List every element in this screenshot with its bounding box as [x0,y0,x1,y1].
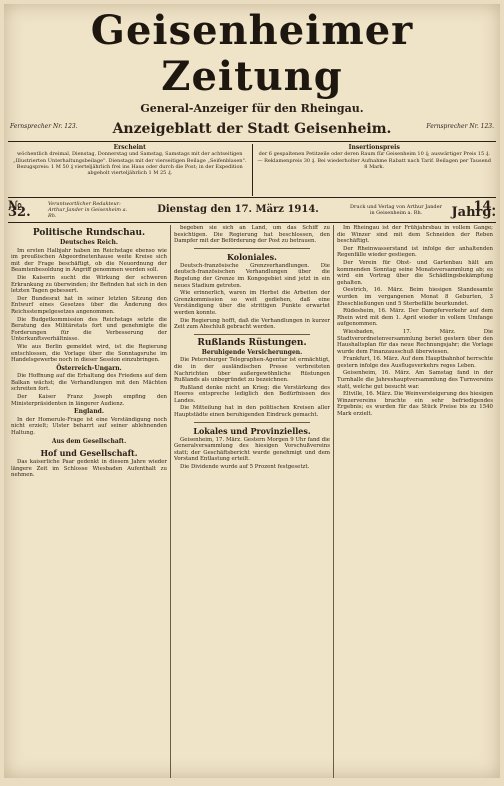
article-paragraph: Die Petersburger Telegraphen-Agentur ist ermächtigt, die in der ausländischen Presse verbreiteten Nachrichten über außergewöhnliche Rüstungen Rußlands als unbegründet zu bezeichnen. [174,357,330,384]
article-paragraph: Der Bundesrat hat in seiner letzten Sitzung den Entwurf eines Gesetzes über die Änderung des Reichsstempelgesetzes angenommen. [11,295,167,315]
phone-left: Fernsprecher Nr. 123. [10,123,78,130]
column-1 [8,225,170,778]
article-paragraph: begeben sie sich an Land, um das Schiff zu besichtigen. Die Regierung hat beschlossen, den Dampfer mit der Beförderung der Post zu betrauen. [174,225,330,245]
heading-politische-rundschau: Politische Rundschau. [32,228,146,238]
info-box-publication-heading: Erscheint [113,144,146,151]
subheading-beruhigende: Beruhigende Versicherungen. [201,348,303,356]
column-separator [194,334,310,335]
article-paragraph: Die Regierung hofft, daß die Verhandlungen in kurzer Zeit zum Abschluß gebracht werden. [174,317,330,331]
column-3 [333,225,496,778]
column-2 [170,225,333,778]
printer-credit: Druck und Verlag von Arthur Jander in Geisenheim a. Rh. [350,204,442,216]
article-paragraph: Der Rheinwasserstand ist infolge der anhaltenden Regenfälle wieder gestiegen. [337,245,493,259]
article-columns [8,225,496,778]
subheading-oesterreich: Österreich-Ungarn. [56,364,122,372]
article-paragraph: Der Verein für Obst- und Gartenbau hält am kommenden Sonntag seine Monatsversammlung ab; es wird ein Vortrag über die Schädlingsbekämpfung gehalten. [337,259,493,286]
info-box-publication [8,144,252,196]
heading-lokales: Lokales und Provinzielles. [193,425,311,436]
subheading-gesellschaft: Aus dem Gesellschaft. [51,437,127,445]
issue-number: № 32. [8,199,31,220]
subtitle-row [4,102,500,120]
column-separator [194,422,310,423]
issue-year: 14. Jahrg. [451,199,496,220]
article-paragraph: Wie erinnerlich, waren im Herbst die Arbeiten der Grenzkommission so weit gediehen, daß eine Verständigung über die strittigen Punkte erwartet werden konnte. [174,290,330,316]
heading-koloniales: Koloniales. [227,251,277,262]
article-paragraph: Im ersten Halbjahr haben im Reichstage ebenso wie im preußischen Abgeordnetenhause weite Kreise sich mit der Frage beschäftigt, ob die Neuordnung der Beamtenbesoldung in Angriff genommen werden soll. [11,247,167,274]
phone-right: Fernsprecher Nr. 123. [426,123,494,130]
subtitle-row-2 [4,121,500,139]
article-paragraph: In der Homerule-Frage ist eine Verständigung noch nicht erzielt; Ulster beharrt auf seiner ablehnenden Haltung. [11,416,167,437]
info-box-insertion-heading: Insertionspreis [348,144,400,151]
dateline [8,197,496,223]
article-paragraph: Oestrich, 16. März. Beim hiesigen Standesamte wurden im vergangenen Monat 8 Geburten, 3 Eheschließungen und 5 Sterbefälle beurkundet. [337,287,493,307]
heading-russlands-ruestungen: Rußlands Rüstungen. [197,337,307,348]
article-paragraph: Deutsch-französische Grenzverhandlungen. Die deutsch-französischen Verhandlungen über die Regelung der Grenze im Kongogebiet sind jetzt in ein neues Stadium getreten. [174,262,330,289]
article-paragraph: Geisenheim, 16. März. Am Samstag fand in der Turnhalle die Jahreshauptversammlung des Turnvereins statt, welche gut besucht war. [337,370,493,390]
editor-credit: Verantwortlicher Redakteur: Arthur Jander in Geisenheim a. Rh. [48,201,128,219]
article-paragraph: Frankfurt, 16. März. Auf dem Hauptbahnhof herrschte gestern infolge des Ausflugsverkehrs reges Leben. [337,356,493,369]
subtitle-general-anzeiger: General-Anzeiger für den Rheingau. [140,102,364,115]
masthead-rule [8,141,496,142]
article-paragraph: Rußland denke nicht an Krieg; die Verstärkung des Heeres entspreche lediglich den Bedürfnissen des Landes. [174,384,330,404]
column-separator [194,248,310,249]
subheading-england: England. [74,408,104,416]
issue-date: Dienstag den 17. März 1914. [157,204,319,215]
article-paragraph: Wie aus Berlin gemeldet wird, ist die Regierung entschlossen, die Vorlage über die Sonntagsruhe im Handelsgewerbe noch in dieser Session einzubringen. [11,343,167,364]
article-paragraph: Eltville, 16. März. Die Weinversteigerung des hiesigen Winzervereins brachte ein sehr befriedigendes Ergebnis; es wurden für das Stück Preise bis zu 1540 Mark erzielt. [337,391,493,418]
info-box-insertion-text: der 6 gespaltenen Petitzeile oder deren Raum für Geisenheim 10 ₰; auswärtiger Preis 15 ₰. — Reklamenpreis 30 ₰. Bei wiederholter Aufnahme Rabatt nach Tarif. Beilagen per Tausend 8 Mark. [257,151,491,170]
subtitle-anzeigeblatt: Anzeigeblatt der Stadt Geisenheim. [112,121,392,137]
article-paragraph: Wiesbaden, 17. März. Die Stadtverordnetenversammlung beriet gestern über den Haushaltsplan für das neue Rechnungsjahr; die Vorlage wurde dem Finanzausschuß überwiesen. [337,328,493,355]
info-box-insertion [252,144,497,196]
subheading-deutsches-reich: Deutsches Reich. [59,239,119,246]
article-paragraph: Die Hoffnung auf die Erhaltung des Friedens auf dem Balkan wächst; die Verhandlungen mit den Mächten schreiten fort. [11,373,167,393]
article-paragraph: Geisenheim, 17. März. Gestern Morgen 9 Uhr fand die Generalversammlung des hiesigen Vorschußvereins statt; der Geschäftsbericht wurde genehmigt und dem Vorstand Entlastung erteilt. [174,436,330,463]
article-paragraph: Die Dividende wurde auf 5 Prozent festgesetzt. [180,464,310,471]
article-paragraph: Der Kaiser Franz Joseph empfing den Ministerpräsidenten in längerer Audienz. [11,394,167,407]
newspaper-page [4,4,500,778]
article-paragraph: Im Rheingau ist der Frühjahrsbau in vollem Gange; die Winzer sind mit dem Schneiden der Reben beschäftigt. [337,225,493,245]
masthead-title: Geisenheimer Zeitung [90,7,414,100]
article-paragraph: Rüdesheim, 16. März. Der Dampferverkehr auf dem Rhein wird mit dem 1. April wieder in vollem Umfange aufgenommen. [337,308,493,328]
article-paragraph: Die Kaiserin sucht die Wirkung der schweren Erkrankung zu überwinden; ihr Befinden hat sich in den letzten Tagen gebessert. [11,274,167,295]
info-box-publication-text: wöchentlich dreimal, Dienstag, Donnerstag und Samstag, Samstags mit der achtseitigen „Illustrierten Unterhaltungsbeilage". Dienstags mit der vierseitigen Beilage „Seifenblasen". Bezugspreis: 1 M 50 ₰ vierteljährlich frei ins Haus oder durch die Post; in der Expedition abgeholt vierteljährlich 1 M 25 ₰. [13,151,247,177]
info-bar [8,144,496,196]
article-paragraph: Die Mitteilung hat in den politischen Kreisen aller Hauptstädte einen beruhigenden Eindruck gemacht. [174,405,330,419]
article-paragraph: Das kaiserliche Paar gedenkt in diesem Jahre wieder längere Zeit im Schlosse Wiesbaden Aufenthalt zu nehmen. [11,459,167,479]
article-paragraph: Die Budgetkommission des Reichstags setzte die Beratung des Militäretats fort und genehmigte die Forderungen für die Verbesserung der Unterkunftsverhältnisse. [11,316,167,343]
heading-hof-und-gesellschaft: Hof und Gesellschaft. [40,448,138,459]
